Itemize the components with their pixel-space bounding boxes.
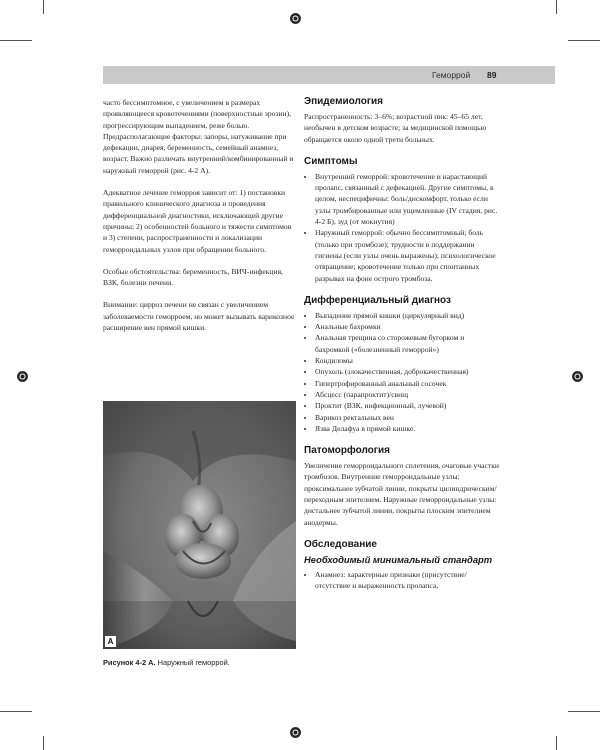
list-item: • Анальные бахромки [315,321,500,332]
registration-mark-bottom [290,727,301,738]
list-item: • Абсцесс (парапроктит)/свищ [315,389,500,400]
examination-list [304,569,500,592]
crop-mark-top-left-h [0,40,32,41]
left-paragraph-1: часто бессимптомное, с увеличением в размерах проявляющееся кровотечениями (поверхностные эрозии), прогрессирующим выпадением, реже болью. Предрасполагающие факторы: запоры, натуживание при дефекации, диарея, беременность, семейный анамнез, возраст. Важно различать внутренний/комбинированный и наружный геморрой (рис. 4-2 А). [103,98,294,175]
crop-mark-bottom-right-h [568,711,600,712]
examination-heading: Обследование [304,538,377,550]
epidemiology-heading: Эпидемиология [304,96,383,107]
registration-mark-left [17,371,28,382]
examination-subheading: Необходимый минимальный стандарт [304,553,493,565]
differential-list [304,310,500,434]
left-paragraph-3: Особые обстоятельства: беременность, ВИЧ-инфекция, ВЗК, болезни печени. [103,266,283,288]
list-item: • Наружный геморрой: обычно бессимптомный; боль (только при тромбозе); трудности в поддержании гигиены (если узлы очень выражены); психологическое отвращение; кровотечение только при спонтанных разрывах на фоне острого тромбоза. [315,227,500,283]
right-column [304,95,500,592]
figure-caption-text: Наружный геморрой. [157,658,230,667]
left-column [103,97,295,344]
crop-mark-bottom-left-h [0,711,32,712]
list-item: • Выпадение прямой кишки (циркулярный вид) [315,310,500,321]
crop-mark-top-right-h [568,40,600,41]
crop-mark-top-left-v [43,0,44,14]
list-item: • Опухоль (злокачественная, доброкачественная) [315,366,500,377]
page-number: 89 [487,70,497,80]
running-header-title: Геморрой [432,70,471,80]
list-item: • Анамнез: характерные признаки (присутствие/отсутствие и выраженность пролапса, [315,569,500,592]
left-paragraph-2: Адекватное лечение геморроя зависит от: 1) постановки правильного клинического диагноза и проведения дифференциальной диагностики, исключающей другие причины; 2) особенностей больного и тяжести симптомов и 3) степени, распространенности и локализации геморроидальных узлов при обращении больного. [103,188,292,254]
clinical-photo-image [103,401,296,649]
list-item: • Кондиломы [315,355,500,366]
symptoms-list [304,171,500,284]
list-item: • Анальная трещина со сторожевым бугорком и бахромкой («болезненный геморрой») [315,332,500,355]
figure-caption-label: Рисунок 4-2 А. [103,658,156,667]
left-paragraph-4: Внимание: цирроз печени не связан с увеличением заболеваемости геморроем, но может вызывать варикозное расширение вен прямой кишки. [103,300,295,333]
symptoms-heading: Симптомы [304,155,358,167]
figure-caption [103,658,303,667]
list-item: • Варикоз ректальных вен [315,412,500,423]
crop-mark-bottom-right-v [556,736,557,750]
crop-mark-bottom-left-v [43,736,44,750]
epidemiology-text: Распространенность: 3–6%; возрастной пик: 45–65 лет, необычен в детском возрасте; за медицинской помощью обращается около одной трети больных. [304,112,487,144]
clinical-photo-figure [103,401,296,649]
list-item: • Проктит (ВЗК, инфекционный, лучевой) [315,400,500,411]
figure-panel-label: А [105,636,116,647]
differential-heading: Дифференциальный диагноз [304,294,451,306]
registration-mark-top [290,13,301,24]
pathomorphology-text: Увеличение геморроидального сплетения, очаговые участки тромбозов. Внутренние геморроидальные узлы: проксимальнее зубчатой линии, покрыты цилиндрическим/переходным эпителием. Наружные геморроидальные узлы: дистальнее зубчатой линии, покрыты плоским эпителием анодермы. [304,461,499,527]
list-item: • Гипертрофированный анальный сосочек [315,378,500,389]
list-item: • Язва Делафуа в прямой кишке. [315,423,500,434]
list-item: • Внутренний геморрой: кровотечение и нарастающий пролапс, связанный с дефекацией. Другие симптомы, в целом, неспецифичны: боль/дискомфорт, только если узлы тромбированные или ущемленные (IV стадия, рис. 4-2 Б), зуд (от мокнутия) [315,171,500,227]
pathomorphology-heading: Патоморфология [304,445,390,457]
registration-mark-right [572,371,583,382]
crop-mark-top-right-v [556,0,557,14]
